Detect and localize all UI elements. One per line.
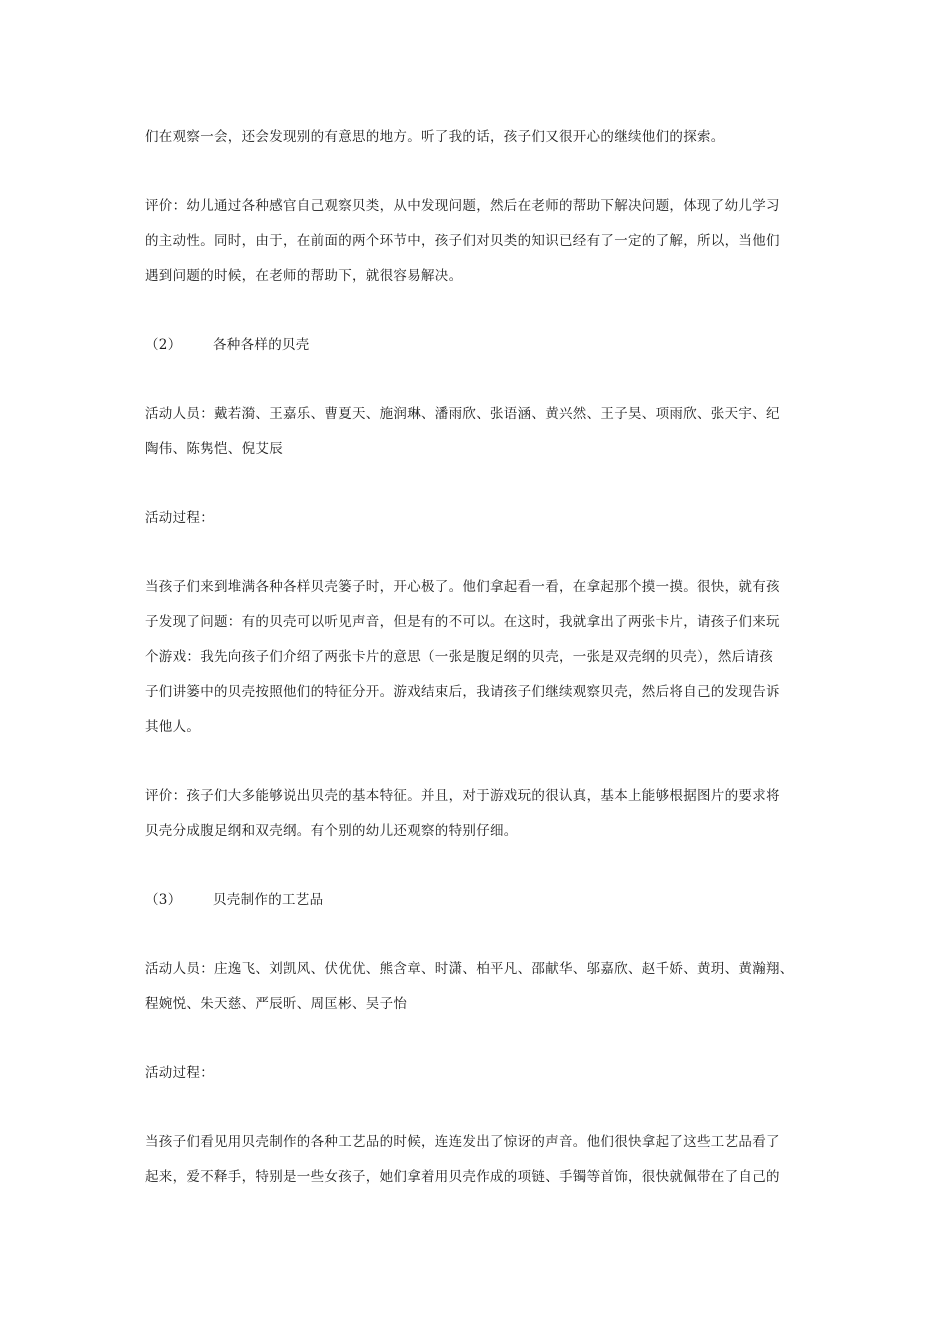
paragraph-line: 活动人员：戴若漪、王嘉乐、曹夏天、施润琳、潘雨欣、张语涵、黄兴然、王子昊、项雨欣、张天宇、纪 [145,406,780,422]
paragraph [145,779,815,849]
paragraph-line: 其他人。 [145,719,201,735]
paragraph [145,1056,815,1091]
section-title: 各种各样的贝壳 [213,337,310,353]
paragraph-line: 遇到问题的时候，在老师的帮助下，就很容易解决。 [145,268,463,284]
paragraph-line: 活动人员：庄逸飞、刘凯风、伏优优、熊含章、时潇、柏平凡、邵献华、邬嘉欣、赵千娇、黄玥、黄瀚翔、 [145,961,794,977]
paragraph [145,570,815,745]
paragraph-line: 活动过程： [145,510,214,526]
paragraph-line: 当孩子们看见用贝壳制作的各种工艺品的时候，连连发出了惊讶的声音。他们很快拿起了这些工艺品看了 [145,1134,780,1150]
section-title: 贝壳制作的工艺品 [213,892,324,908]
section-number: （3） [145,892,182,908]
paragraph [145,397,815,467]
paragraph-line: 评价：幼儿通过各种感官自己观察贝类，从中发现问题，然后在老师的帮助下解决问题，体现了幼儿学习 [145,198,780,214]
paragraph [145,189,815,294]
paragraph [145,1125,815,1195]
paragraph-line: 们在观察一会，还会发现别的有意思的地方。听了我的话，孩子们又很开心的继续他们的探索。 [145,129,725,145]
paragraph-line: 起来，爱不释手，特别是一些女孩子，她们拿着用贝壳作成的项链、手镯等首饰，很快就佩带在了自己的 [145,1169,780,1185]
section-heading [145,328,815,363]
paragraph-line: 陶伟、陈隽恺、倪艾辰 [145,441,283,457]
section-number: （2） [145,337,182,353]
paragraph-line: 程婉悦、朱天慈、严辰昕、周匡彬、吴子怡 [145,996,408,1012]
paragraph-line: 个游戏：我先向孩子们介绍了两张卡片的意思（一张是腹足纲的贝壳，一张是双壳纲的贝壳），然后请孩 [145,649,774,665]
paragraph-line: 子们讲篓中的贝壳按照他们的特征分开。游戏结束后，我请孩子们继续观察贝壳，然后将自己的发现告诉 [145,684,780,700]
paragraph-line: 子发现了问题：有的贝壳可以听见声音，但是有的不可以。在这时，我就拿出了两张卡片，请孩子们来玩 [145,614,780,630]
paragraph-line: 评价：孩子们大多能够说出贝壳的基本特征。并且，对于游戏玩的很认真，基本上能够根据图片的要求将 [145,788,780,804]
paragraph-line: 贝壳分成腹足纲和双壳纲。有个别的幼儿还观察的特别仔细。 [145,823,518,839]
paragraph [145,952,815,1022]
section-heading [145,883,815,918]
paragraph-line: 的主动性。同时，由于，在前面的两个环节中，孩子们对贝类的知识已经有了一定的了解，所以，当他们 [145,233,780,249]
paragraph [145,120,815,155]
document-body [145,120,815,1229]
paragraph-line: 当孩子们来到堆满各种各样贝壳篓子时，开心极了。他们拿起看一看，在拿起那个摸一摸。很快，就有孩 [145,579,780,595]
paragraph [145,501,815,536]
paragraph-line: 活动过程： [145,1065,214,1081]
